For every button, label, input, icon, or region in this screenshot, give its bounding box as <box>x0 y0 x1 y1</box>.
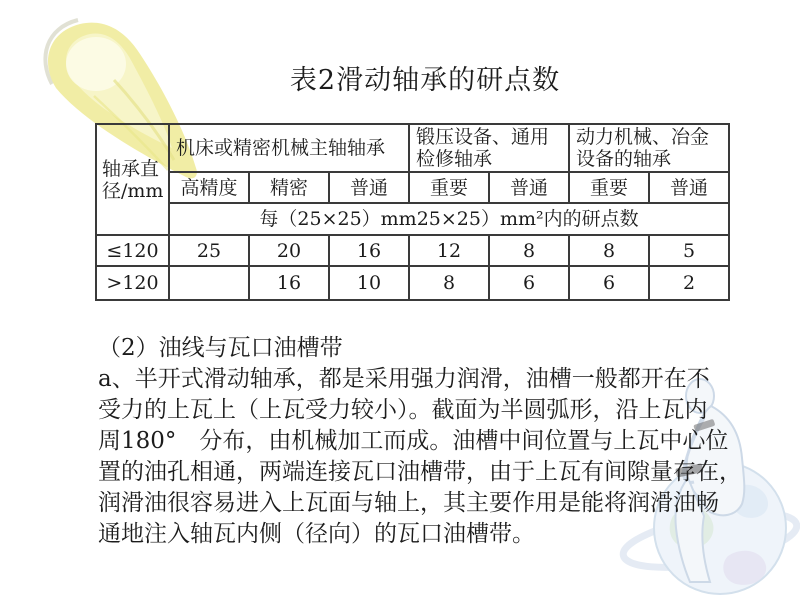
body-subtitle: （2）油线与瓦口油槽带 <box>98 335 343 361</box>
sub-header: 普通 <box>489 172 569 203</box>
body-line: 润滑油很容易进入上瓦面与轴上，其主要作用是能将润滑油畅 <box>98 490 719 516</box>
cell-value: 5 <box>649 235 729 266</box>
body-text <box>98 333 742 550</box>
page-title: 表2滑动轴承的研点数 <box>289 65 561 96</box>
sub-header: 精密 <box>249 172 329 203</box>
body-line: 周180° 分布，由机械加工而成。油槽中间位置与上瓦中心位 <box>98 428 729 454</box>
table-unit-row <box>96 203 729 235</box>
cell-value: 8 <box>409 266 489 300</box>
globe-continent <box>723 551 766 585</box>
body-line: 置的油孔相通，两端连接瓦口油槽带，由于上瓦有间隙量存在， <box>98 459 742 485</box>
group-header-forging: 锻压设备、通用 检修轴承 <box>409 124 569 172</box>
sub-header: 普通 <box>329 172 409 203</box>
body-line: a、半开式滑动轴承，都是采用强力润滑，油槽一般都开在不 <box>98 366 710 392</box>
cell-value <box>169 266 249 300</box>
cell-value: 12 <box>409 235 489 266</box>
table-row <box>96 235 729 266</box>
cell-value: 20 <box>249 235 329 266</box>
table-subheader-row <box>96 172 729 203</box>
cell-value: 25 <box>169 235 249 266</box>
body-line: 受力的上瓦上（上瓦受力较小）。截面为半圆弧形，沿上瓦内 <box>98 397 708 423</box>
sub-header: 高精度 <box>169 172 249 203</box>
table-row <box>96 266 729 300</box>
unit-row-label: 每（25×25）mm25×25）mm²内的研点数 <box>169 203 729 235</box>
cell-value: 2 <box>649 266 729 300</box>
cell-value: 16 <box>329 235 409 266</box>
table-group-header-row <box>96 124 729 172</box>
cell-value: 8 <box>489 235 569 266</box>
sub-header: 普通 <box>649 172 729 203</box>
table-corner-header: 轴承直 径/mm <box>96 124 169 235</box>
cell-value: 6 <box>569 266 649 300</box>
body-line: 通地注入轴瓦内侧（径向）的瓦口油槽带。 <box>98 521 535 547</box>
cell-value: 8 <box>569 235 649 266</box>
row-label: >120 <box>96 266 169 300</box>
group-header-machine-tool: 机床或精密机械主轴轴承 <box>169 124 409 172</box>
sub-header: 重要 <box>409 172 489 203</box>
cell-value: 10 <box>329 266 409 300</box>
cell-value: 16 <box>249 266 329 300</box>
cell-value: 6 <box>489 266 569 300</box>
points-table <box>95 123 730 301</box>
row-label: ≤120 <box>96 235 169 266</box>
sub-header: 重要 <box>569 172 649 203</box>
group-header-power: 动力机械、冶金 设备的轴承 <box>569 124 729 172</box>
